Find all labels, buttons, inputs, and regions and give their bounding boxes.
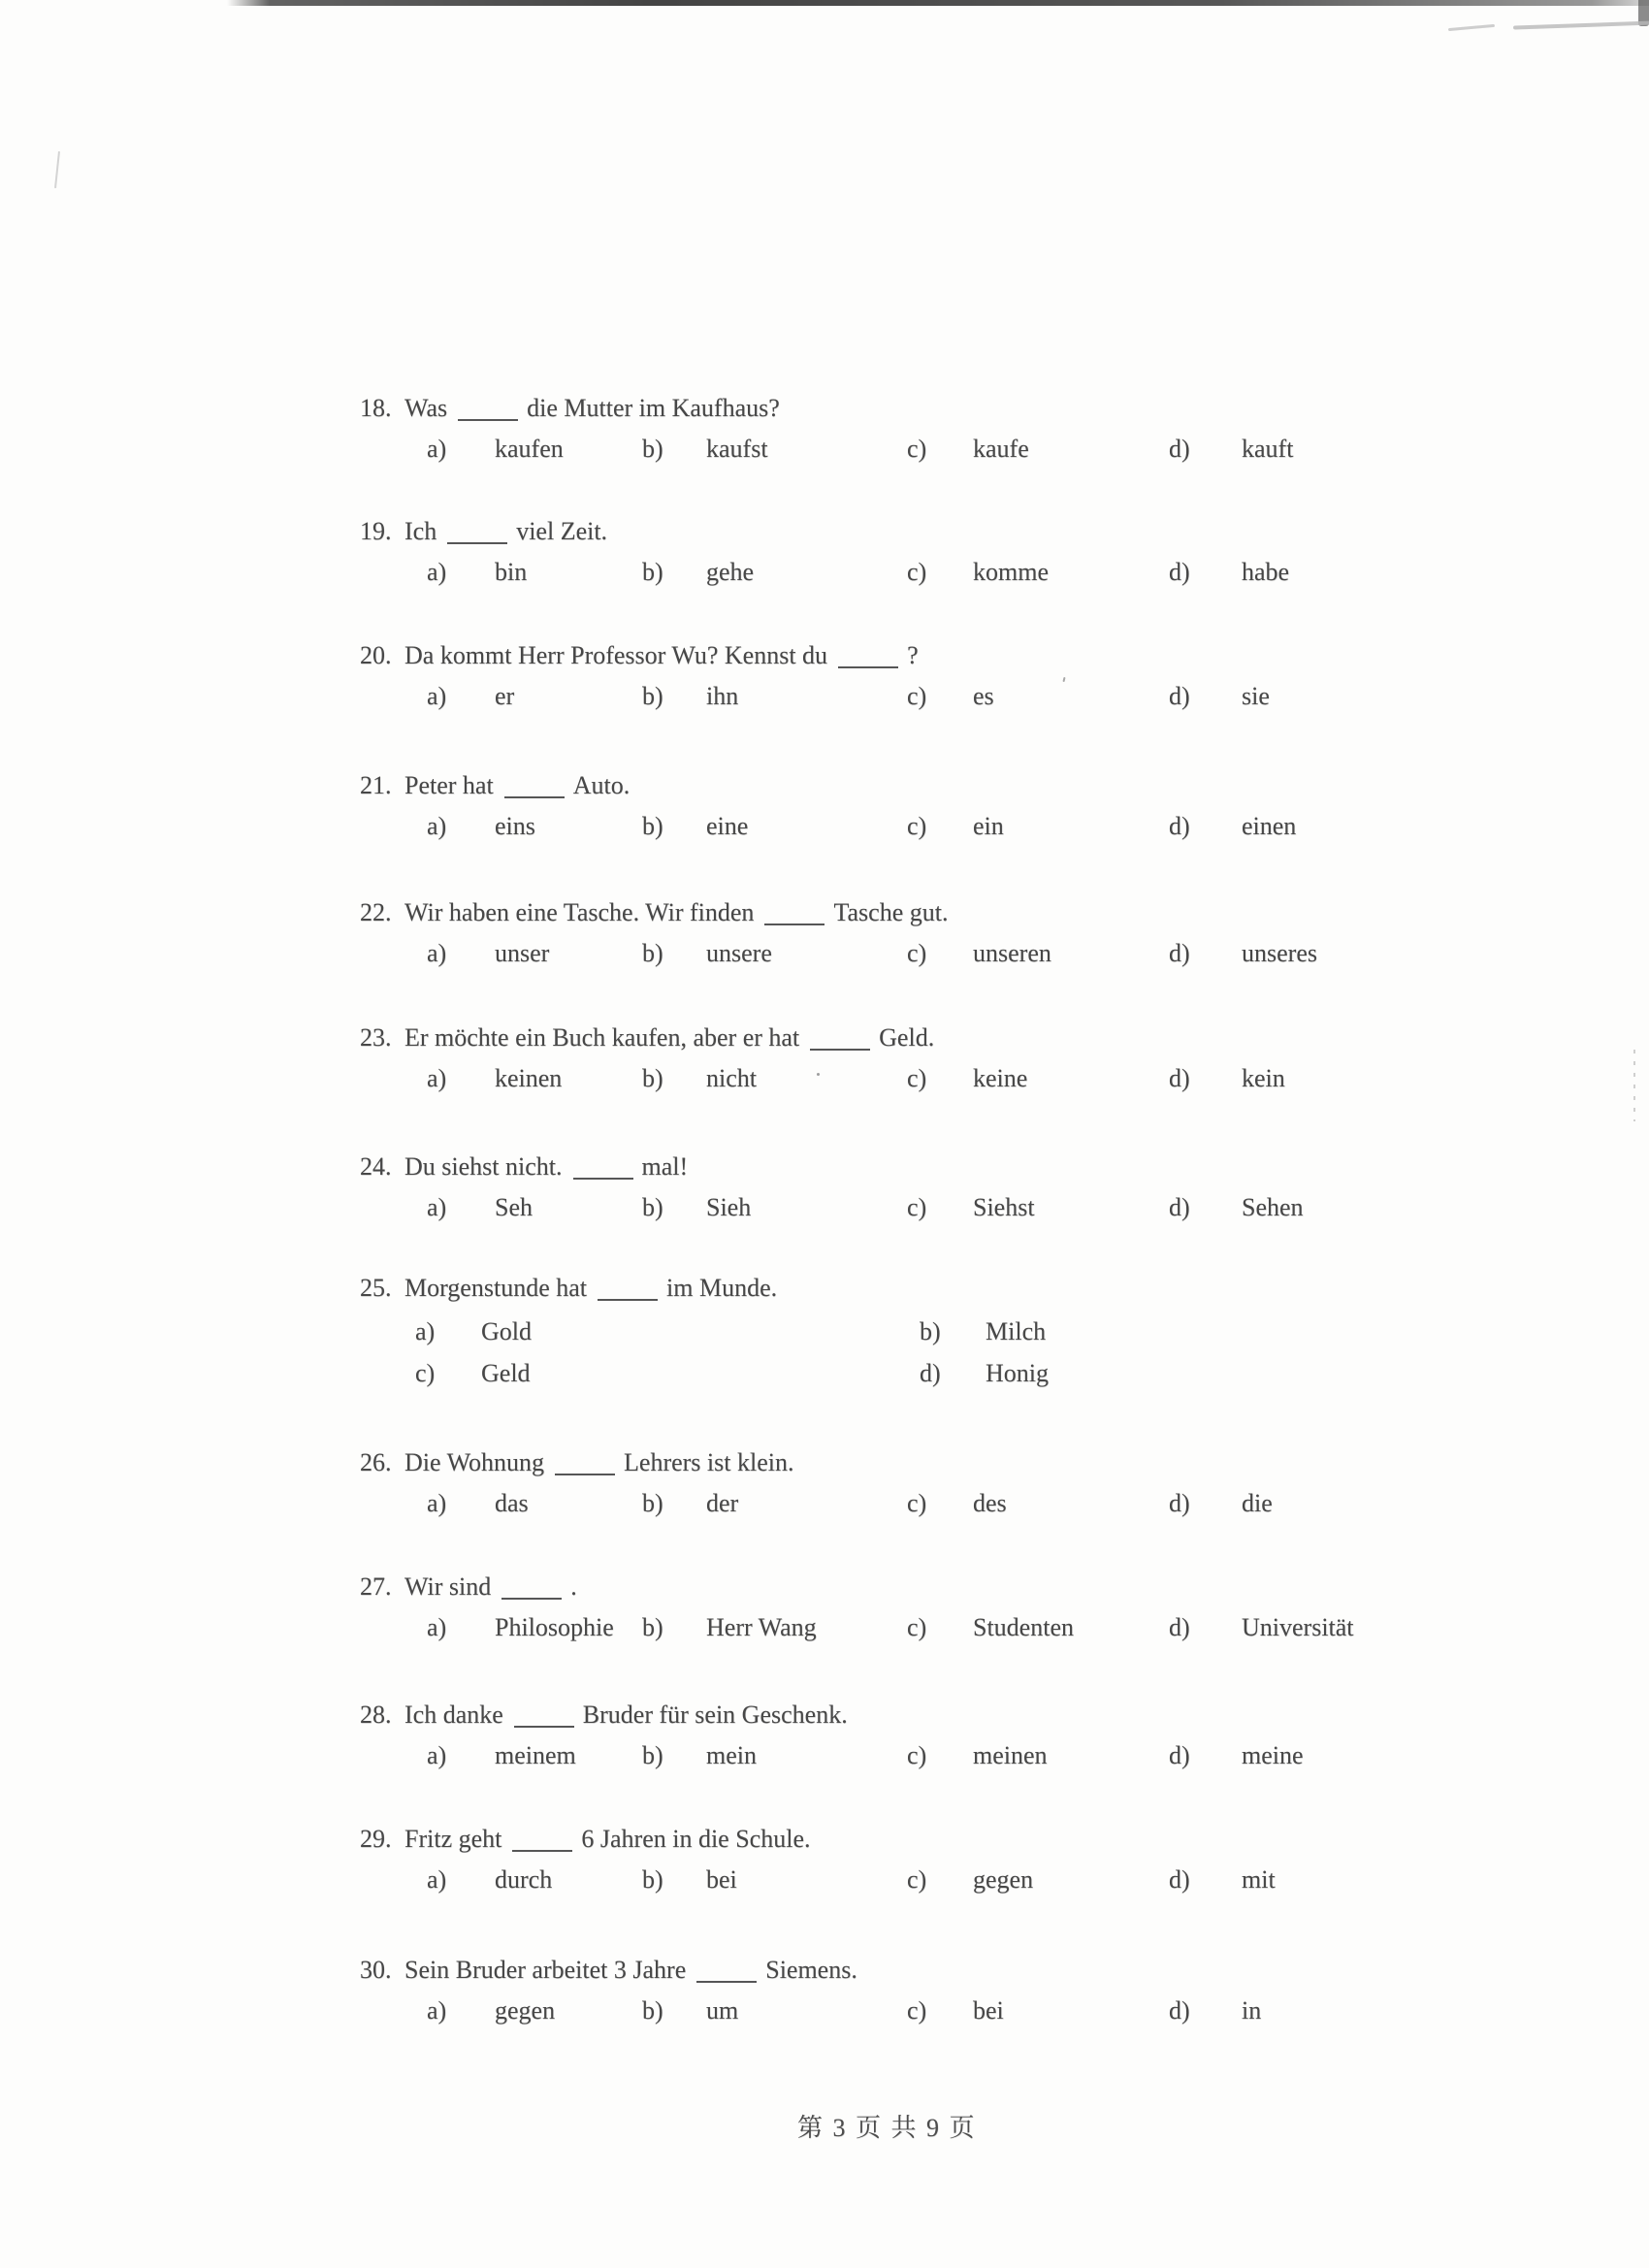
question-block [0,1699,1649,1834]
option-label: b) [642,558,663,586]
question-block [0,392,1649,528]
question-stem [404,769,630,802]
option-label: d) [1169,1741,1190,1769]
option-text: mit [1242,1865,1276,1894]
question-stem [404,1699,848,1732]
option-label: a) [427,1613,447,1641]
option-label: d) [1169,1064,1190,1092]
option-text: meinem [495,1741,576,1769]
option-label: a) [427,435,447,463]
scan-scratch-artifact [54,151,60,188]
option-text: Philosophie [495,1613,614,1641]
stem-text-before: Peter hat [404,771,494,799]
option-text: der [706,1489,739,1517]
option-label: a) [427,1865,447,1894]
option-text: keine [973,1064,1028,1092]
option-text: er [495,682,515,710]
option-label: b) [920,1317,941,1345]
option-label: d) [1169,435,1190,463]
stem-text-after: mal! [641,1152,689,1181]
option-text: Gold [481,1317,532,1345]
option-text: das [495,1489,529,1517]
stem-text-before: Die Wohnung [404,1448,545,1476]
option-label: d) [1169,682,1190,710]
option-text: bei [973,1996,1004,2025]
option-text: kein [1242,1064,1285,1092]
option-label: c) [907,1064,927,1092]
option-text: unsere [706,939,772,967]
option-label: c) [907,1741,927,1769]
option-label: c) [415,1359,436,1387]
option-label: d) [1169,558,1190,586]
option-label: b) [642,1613,663,1641]
stem-text-after: Lehrers ist klein. [624,1448,794,1476]
option-label: c) [907,1865,927,1894]
option-text: nicht [706,1064,757,1092]
option-text: unseres [1242,939,1317,967]
option-text: Studenten [973,1613,1074,1641]
stem-text-before: Morgenstunde hat [404,1274,587,1302]
stem-blank [504,779,565,798]
option-label: a) [427,1064,447,1092]
option-label: b) [642,1064,663,1092]
stem-text-before: Ich danke [404,1701,503,1729]
question-block [0,1446,1649,1582]
question-stem [404,1021,934,1054]
question-number: 24. [360,1152,392,1181]
stem-text-before: Ich [404,517,437,545]
option-label: a) [427,812,447,840]
option-text: es [973,682,994,710]
option-text: Sieh [706,1193,752,1221]
option-text: Honig [986,1359,1049,1387]
question-number: 20. [360,641,392,669]
option-text: kaufst [706,435,768,463]
stem-text-before: Wir haben eine Tasche. Wir finden [404,898,755,926]
option-text: gehe [706,558,755,586]
option-label: a) [427,1489,447,1517]
option-text: um [706,1996,739,2025]
question-block [0,1954,1649,2090]
option-text: komme [973,558,1049,586]
question-stem [404,896,948,929]
option-text: bin [495,558,528,586]
option-label: d) [1169,1996,1190,2025]
stem-blank [514,1708,574,1728]
option-label: a) [427,1193,447,1221]
option-label: c) [907,812,927,840]
question-number: 25. [360,1274,392,1302]
question-number: 19. [360,517,392,545]
question-number: 28. [360,1701,392,1729]
question-block [0,639,1649,775]
option-text: gegen [973,1865,1034,1894]
option-label: c) [907,558,927,586]
option-label: c) [907,1193,927,1221]
option-text: unser [495,939,550,967]
question-block [0,1823,1649,1959]
option-text: mein [706,1741,757,1769]
stem-blank [555,1456,615,1475]
question-number: 29. [360,1825,392,1853]
stem-text-after: Tasche gut. [833,898,949,926]
option-text: durch [495,1865,553,1894]
stem-text-after: . [570,1572,577,1601]
option-label: d) [1169,1613,1190,1641]
option-label: b) [642,682,663,710]
option-text: Geld [481,1359,531,1387]
option-label: b) [642,1489,663,1517]
option-label: d) [1169,1489,1190,1517]
stem-blank [598,1281,658,1301]
question-stem [404,1954,857,1987]
option-text: Milch [986,1317,1047,1345]
stem-text-after: viel Zeit. [516,517,608,545]
option-label: a) [427,558,447,586]
question-block [0,1571,1649,1706]
option-text: habe [1242,558,1290,586]
stem-text-after: Auto. [572,771,630,799]
option-label: b) [642,1741,663,1769]
stem-text-after: Geld. [879,1023,935,1052]
option-label: d) [1169,812,1190,840]
option-label: c) [907,682,927,710]
option-text: eine [706,812,749,840]
question-block [0,515,1649,651]
stem-blank [458,402,518,421]
question-block [0,769,1649,905]
stem-blank [512,1832,572,1852]
option-text: ein [973,812,1004,840]
scan-smudge-artifact [1448,24,1495,31]
option-text: keinen [495,1064,563,1092]
option-text: unseren [973,939,1051,967]
option-text: Seh [495,1193,533,1221]
question-number: 21. [360,771,392,799]
question-stem [404,1823,810,1856]
stem-text-before: Sein Bruder arbeitet 3 Jahre [404,1956,687,1984]
question-stem [404,392,780,425]
question-number: 18. [360,394,392,422]
stem-text-after: Bruder für sein Geschenk. [582,1701,848,1729]
option-label: b) [642,812,663,840]
stem-blank [573,1160,633,1180]
option-text: bei [706,1865,737,1894]
option-text: die [1242,1489,1273,1517]
stem-text-after: 6 Jahren in die Schule. [581,1825,811,1853]
stem-text-before: Du siehst nicht. [404,1152,563,1181]
stem-blank [838,649,898,668]
option-label: c) [907,939,927,967]
option-label: b) [642,1865,663,1894]
option-label: b) [642,1996,663,2025]
option-text: meinen [973,1741,1048,1769]
option-label: d) [1169,939,1190,967]
stem-blank [696,1963,757,1983]
stem-text-before: Fritz geht [404,1825,502,1853]
option-text: kaufe [973,435,1029,463]
stem-text-before: Er möchte ein Buch kaufen, aber er hat [404,1023,800,1052]
option-label: c) [907,1489,927,1517]
option-label: d) [1169,1193,1190,1221]
question-block [0,896,1649,1032]
option-text: gegen [495,1996,556,2025]
option-label: a) [427,939,447,967]
stem-text-before: Was [404,394,448,422]
option-label: c) [907,435,927,463]
option-label: b) [642,435,663,463]
stem-text-after: Siemens. [765,1956,857,1984]
option-text: Universität [1242,1613,1354,1641]
option-text: Sehen [1242,1193,1304,1221]
option-label: d) [1169,1865,1190,1894]
question-stem [404,1571,577,1604]
stem-text-after: die Mutter im Kaufhaus? [527,394,780,422]
option-label: c) [907,1996,927,2025]
question-block [0,1272,1649,1408]
stem-blank [764,906,824,925]
option-label: b) [642,939,663,967]
option-text: eins [495,812,535,840]
option-label: b) [642,1193,663,1221]
option-text: in [1242,1996,1262,2025]
option-text: sie [1242,682,1270,710]
question-stem [404,1272,777,1305]
question-number: 30. [360,1956,392,1984]
question-number: 27. [360,1572,392,1601]
option-text: des [973,1489,1007,1517]
stem-text-before: Wir sind [404,1572,492,1601]
option-text: Herr Wang [706,1613,817,1641]
option-text: ihn [706,682,739,710]
question-stem [404,639,919,672]
option-label: c) [907,1613,927,1641]
page-footer: 第 3 页 共 9 页 [797,2114,977,2142]
option-text: einen [1242,812,1297,840]
question-number: 22. [360,898,392,926]
option-label: a) [427,1741,447,1769]
question-number: 26. [360,1448,392,1476]
question-block [0,1150,1649,1286]
option-label: a) [427,682,447,710]
question-stem [404,1446,793,1479]
option-label: a) [415,1317,436,1345]
option-label: d) [920,1359,941,1387]
option-label: a) [427,1996,447,2025]
scan-smudge-artifact [1513,20,1649,29]
option-text: meine [1242,1741,1304,1769]
stem-text-after: im Munde. [666,1274,778,1302]
stem-blank [810,1031,870,1051]
question-stem [404,515,607,548]
scan-edge-artifact [227,0,1649,6]
question-stem [404,1150,688,1183]
stem-text-before: Da kommt Herr Professor Wu? Kennst du [404,641,828,669]
question-block [0,1021,1649,1157]
stem-blank [447,525,507,544]
option-text: kauft [1242,435,1294,463]
stem-text-after: ? [907,641,919,669]
stem-blank [501,1580,562,1600]
question-number: 23. [360,1023,392,1052]
option-text: kaufen [495,435,564,463]
option-text: Siehst [973,1193,1035,1221]
